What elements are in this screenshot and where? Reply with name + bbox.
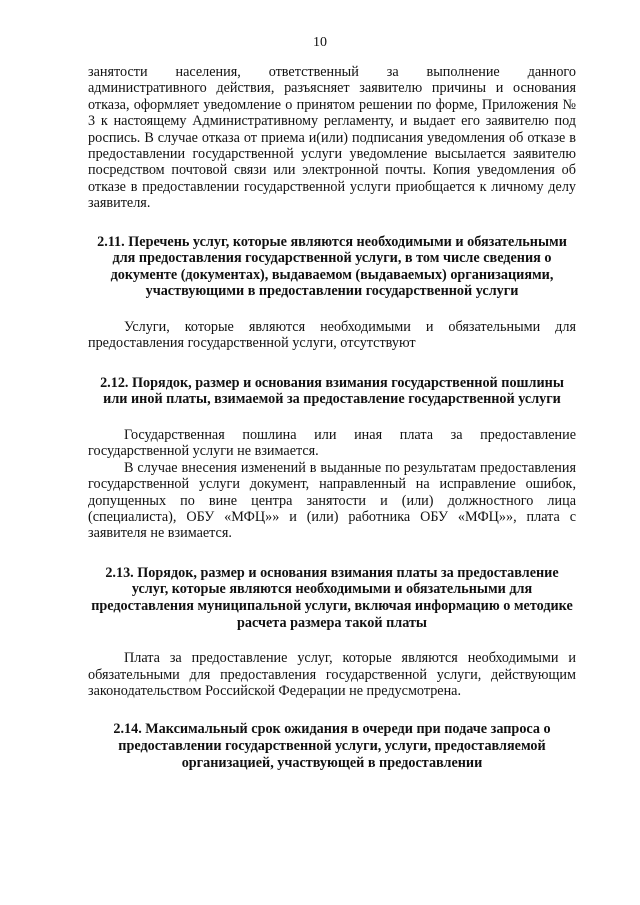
- section-2-14-heading: 2.14. Максимальный срок ожидания в очереди при подаче запроса о предоставлении государственной услуги, услуги, предоставляемой организацией, участвующей в предоставлении: [113, 721, 551, 771]
- section-2-11-text: Услуги, которые являются необходимыми и обязательными для предоставления государственной услуги, отсутствуют: [88, 319, 576, 352]
- section-2-13-text: Плата за предоставление услуг, которые являются необходимыми и обязательными для предоставления государственной услуги, действующим законодательством Российской Федерации не предусмотрена.: [88, 650, 576, 700]
- page-content: [88, 64, 576, 771]
- section-2-13-heading: 2.13. Порядок, размер и основания взимания платы за предоставление услуг, которые являются необходимыми и обязательными для предоставления муниципальной услуги, включая информацию о методике расчета размера такой платы: [91, 564, 573, 631]
- section-2-12-text-2: В случае внесения изменений в выданные по результатам предоставления государственной услуги документ, направленный на исправление ошибок, допущенных по вине центра занятости и (или) должностного лица (специалиста), ОБУ «МФЦ»» и (или) работника ОБУ «МФЦ»», плата с заявителя не взимается.: [88, 459, 576, 542]
- intro-paragraph: занятости населения, ответственный за выполнение данного административного действия, разъясняет заявителю причины и основания отказа, оформляет уведомление о принятом решении по форме, Приложения № 3 к настоящему Административному регламенту, и выдает его заявителю под роспись. В случае отказа от приема и(или) подписания уведомления об отказе в предоставлении государственной услуги уведомление высылается заявителю посредством почтовой связи или электронной почты. Копия уведомления об отказе в предоставлении государственной услуги приобщается к личному делу заявителя.: [88, 64, 576, 212]
- section-2-11-heading: 2.11. Перечень услуг, которые являются необходимыми и обязательными для предоставления государственной услуги, в том числе сведения о документе (документах), выдаваемом (выдаваемых) организациями, участвующими в предоставлении государственной услуги: [97, 233, 567, 300]
- section-2-12-text-1: Государственная пошлина или иная плата за предоставление государственной услуги не взимается.: [88, 427, 576, 460]
- page-number: 10: [313, 35, 327, 50]
- section-2-12-heading: 2.12. Порядок, размер и основания взимания государственной пошлины или иной платы, взимаемой за предоставление государственной услуги: [100, 374, 564, 408]
